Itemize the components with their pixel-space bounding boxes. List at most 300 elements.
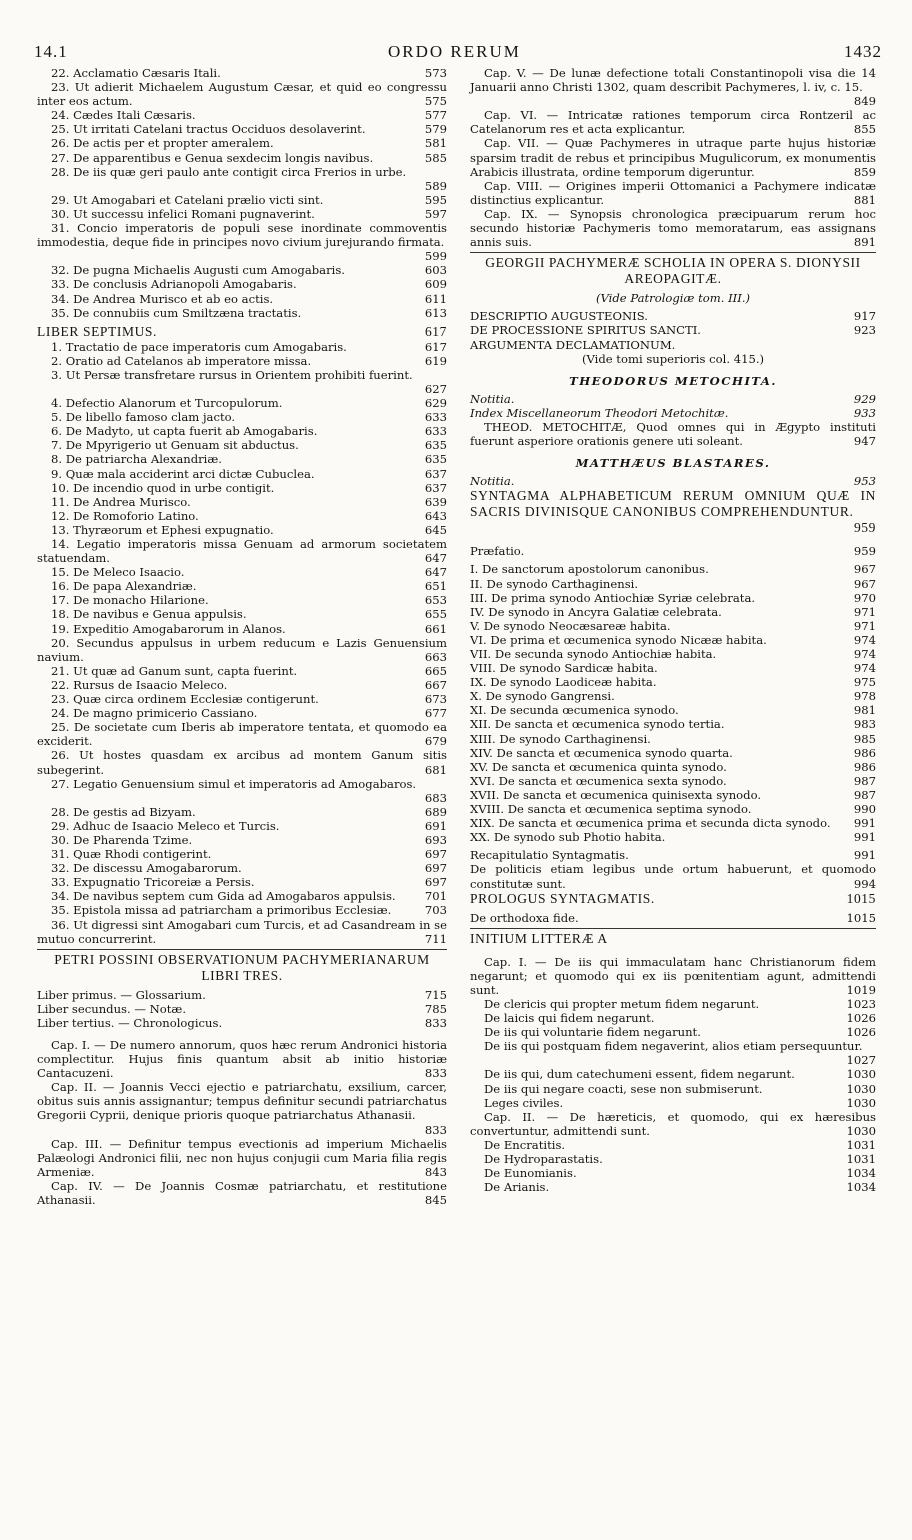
toc-page-number: 691 <box>424 818 447 833</box>
toc-entry-text: XII. De sancta et œcumenica synodo tertia. <box>470 717 725 732</box>
toc-entry <box>470 955 876 997</box>
toc-entry <box>470 1152 876 1166</box>
toc-entry-text: 10. De incendio quod in urbe contigit. <box>51 480 275 495</box>
toc-entry <box>470 1025 876 1039</box>
right-column-number: 1432 <box>844 42 882 61</box>
toc-page-number: 589 <box>424 178 447 193</box>
toc-page-number: 617 <box>424 339 447 354</box>
toc-entry <box>37 579 447 593</box>
toc-entry-text: Cap. VII. — Quæ Pachymeres in utraque parte hujus historiæ sparsim tradit de rebus et principibus Mugulicorum, ex monumentis Arabicis illustrata, ordine temporum digeruntur. <box>470 136 876 179</box>
toc-entry <box>37 165 447 193</box>
toc-page-number: 689 <box>424 804 447 819</box>
toc-entry-text: 20. Secundus appulsus in urbem reducum e Lazis Genuensium navium. <box>37 635 447 664</box>
toc-page-number: 1027 <box>846 1053 876 1068</box>
prologus-heading: 1015 PROLOGUS SYNTAGMATIS. <box>470 890 876 906</box>
toc-entry <box>37 692 447 706</box>
toc-page-number: 667 <box>424 677 447 692</box>
toc-entry-text: Cap. VIII. — Origines imperii Ottomanici a Pachymere indicatæ distinctius explicantur. <box>470 178 876 207</box>
toc-page-number: 609 <box>424 277 447 292</box>
toc-entry-text: 19. Expeditio Amogabarorum in Alanos. <box>51 621 286 636</box>
toc-entry <box>37 410 447 424</box>
toc-entry-text: XX. De synodo sub Photio habita. <box>470 830 666 845</box>
toc-entry <box>470 689 876 703</box>
toc-entry <box>470 1110 876 1138</box>
toc-page-number: 974 <box>853 661 876 676</box>
toc-page-number: 845 <box>424 1193 447 1208</box>
toc-entry-text: XI. De secunda œcumenica synodo. <box>470 703 679 718</box>
toc-page-number: 681 <box>424 762 447 777</box>
toc-page-number: 971 <box>853 604 876 619</box>
toc-entry <box>37 833 447 847</box>
toc-page-number: 647 <box>424 565 447 580</box>
toc-entry-text: 27. De apparentibus e Genua sexdecim longis navibus. <box>51 150 374 165</box>
theod-metochitae: THEOD. METOCHITÆ, Quod omnes qui in Ægypto instituti fuerunt asperiore orationis genere uti soleant. 947 <box>470 419 876 449</box>
toc-page-number: 639 <box>424 494 447 509</box>
toc-entry <box>37 988 447 1002</box>
toc-entry-text: ARGUMENTA DECLAMATIONUM. <box>470 337 676 352</box>
toc-page-number: 991 <box>853 816 876 831</box>
toc-entry-text: 2. Oratio ad Catelanos ab imperatore missa. <box>51 353 312 368</box>
toc-page-number: 891 <box>853 235 876 250</box>
toc-page-number: 917 <box>853 309 876 324</box>
toc-entry <box>470 1166 876 1180</box>
toc-page-number: 637 <box>424 466 447 481</box>
toc-entry-text: 3. Ut Persæ transfretare rursus in Orientem prohibiti fuerint. <box>51 367 413 382</box>
toc-entry-text: 31. Concio imperatoris de populi sese inordinate commoventis immodestia, deque fide in principes novo civium jurejurando firmata. <box>37 221 447 250</box>
toc-entry <box>37 277 447 291</box>
toc-entry-text: 25. Ut irritati Catelani tractus Occiduos desolaverint. <box>51 122 366 137</box>
toc-page-number: 985 <box>853 731 876 746</box>
toc-page-number: 665 <box>424 663 447 678</box>
toc-page-number: 661 <box>424 621 447 636</box>
toc-entry-text: De iis qui postquam fidem negaverint, alios etiam persequuntur. <box>484 1039 863 1054</box>
liber-sextus-continued <box>37 66 447 320</box>
toc-entry-text: 1. Tractatio de pace imperatoris cum Amogabaris. <box>51 339 347 354</box>
page-header <box>0 42 912 62</box>
toc-entry-text: 18. De navibus e Genua appulsis. <box>51 607 247 622</box>
toc-entry-text: Cap. IV. — De Joannis Cosmæ patriarchatu, et restitutione Athanasii. <box>37 1178 447 1208</box>
toc-entry <box>37 151 447 165</box>
toc-entry <box>37 537 447 565</box>
toc-entry-text: Cap. I. — De numero annorum, quos hæc rerum Andronici historia complectitur. Hujus finis quantum absit ab initio historiæ Cantacuzeni. <box>37 1038 447 1081</box>
descriptio-list <box>470 309 876 351</box>
toc-entry-text: 22. Rursus de Isaacio Meleco. <box>51 677 228 692</box>
toc-entry-text: De iis qui voluntarie fidem negarunt. <box>484 1025 701 1040</box>
toc-entry-text: Liber primus. — Glossarium. <box>37 987 206 1002</box>
toc-page-number: 974 <box>853 632 876 647</box>
toc-entry <box>470 136 876 178</box>
toc-page-number: 653 <box>424 593 447 608</box>
toc-entry-text: 30. Ut successu infelici Romani pugnaverint. <box>51 206 315 221</box>
toc-entry-text: 8. De patriarcha Alexandriæ. <box>51 452 222 467</box>
toc-entry <box>470 66 876 108</box>
toc-entry <box>37 340 447 354</box>
toc-entry-text: 4. Defectio Alanorum et Turcopulorum. <box>51 396 283 411</box>
toc-entry-text: De iis qui, dum catechumeni essent, fidem negarunt. <box>484 1067 795 1082</box>
toc-page-number: 619 <box>424 353 447 368</box>
toc-page-number: 633 <box>424 410 447 425</box>
toc-page-number: 855 <box>853 122 876 137</box>
toc-entry <box>37 263 447 277</box>
metochita-heading: THEODORUS METOCHITA. <box>569 373 777 388</box>
toc-entry <box>470 1039 876 1067</box>
toc-entry-text: 34. De Andrea Murisco et ab eo actis. <box>51 291 274 306</box>
toc-page-number: 597 <box>424 206 447 221</box>
toc-entry <box>470 1011 876 1025</box>
toc-page-number: 833 <box>424 1015 447 1030</box>
toc-page-number: 971 <box>853 618 876 633</box>
toc-entry <box>470 1082 876 1096</box>
toc-entry-text: 32. De discessu Amogabarorum. <box>51 861 242 876</box>
toc-entry-text: 34. De navibus septem cum Gida ad Amogabaros appulsis. <box>51 889 396 904</box>
toc-entry-text: VIII. De synodo Sardicæ habita. <box>470 661 658 676</box>
toc-entry <box>37 495 447 509</box>
toc-entry-text: 5. De libello famoso clam jacto. <box>51 410 236 425</box>
toc-entry <box>470 760 876 774</box>
toc-page-number: 987 <box>853 773 876 788</box>
recapitulatio: 991 Recapitulatio Syntagmatis. <box>470 848 876 863</box>
toc-entry <box>37 805 447 819</box>
toc-page-number: 843 <box>424 1164 447 1179</box>
toc-page-number: 645 <box>424 522 447 537</box>
toc-entry <box>37 1080 447 1136</box>
toc-entry <box>37 748 447 776</box>
toc-entry-text: 28. De gestis ad Bizyam. <box>51 804 196 819</box>
toc-entry-text: XIV. De sancta et œcumenica synodo quarta. <box>470 745 733 760</box>
toc-entry <box>37 368 447 396</box>
toc-entry-text: 25. De societate cum Iberis ab imperatore tentata, et quomodo ea exciderit. <box>37 720 447 749</box>
toc-entry-text: 17. De monacho Hilarione. <box>51 593 209 608</box>
toc-entry-text: 12. De Romoforio Latino. <box>51 508 199 523</box>
de-orthodoxa-fide: 1015 De orthodoxa fide. <box>470 910 876 925</box>
toc-entry-text: XVIII. De sancta et œcumenica septima synodo. <box>470 802 752 817</box>
toc-page-number: 673 <box>424 692 447 707</box>
toc-entry <box>37 918 447 946</box>
toc-page-number: 603 <box>424 263 447 278</box>
toc-page-number: 987 <box>853 787 876 802</box>
initium-list <box>470 955 876 1195</box>
toc-entry <box>37 207 447 221</box>
liber-septimus-heading: 617 LIBER SEPTIMUS. <box>37 323 447 339</box>
toc-entry <box>37 122 447 136</box>
toc-page-number: 647 <box>424 551 447 566</box>
toc-page-number: 967 <box>853 576 876 591</box>
toc-entry-text: 35. Epistola missa ad patriarcham a primoribus Ecclesiæ. <box>51 903 392 918</box>
toc-page-number: 881 <box>853 192 876 207</box>
toc-entry-text: De laicis qui fidem negarunt. <box>484 1011 655 1026</box>
toc-entry <box>470 619 876 633</box>
toc-page-number: 1030 <box>846 1067 876 1082</box>
toc-page-number: 703 <box>424 903 447 918</box>
toc-page-number: 579 <box>424 122 447 137</box>
toc-entry <box>37 607 447 621</box>
toc-entry <box>37 678 447 692</box>
toc-entry-text: VI. De prima et œcumenica synodo Nicææ habita. <box>470 632 767 647</box>
toc-entry-text: 35. De connubiis cum Smiltzæna tractatis. <box>51 305 302 320</box>
toc-page-number: 697 <box>424 875 447 890</box>
de-politicis: De politicis etiam legibus unde ortum habuerunt, et quomodo constitutæ sunt. 994 <box>470 862 876 891</box>
toc-entry <box>37 593 447 607</box>
toc-entry <box>470 207 876 249</box>
toc-entry-text: 26. De actis per et propter ameralem. <box>51 136 274 151</box>
toc-page-number: 629 <box>424 396 447 411</box>
toc-entry <box>470 633 876 647</box>
toc-entry <box>37 1002 447 1016</box>
toc-entry <box>470 338 876 352</box>
praefatio: 959 Præfatio. <box>470 544 876 559</box>
toc-entry-text: Liber tertius. — Chronologicus. <box>37 1015 223 1030</box>
toc-entry <box>470 675 876 689</box>
toc-entry <box>37 66 447 80</box>
toc-entry <box>37 903 447 917</box>
toc-entry <box>470 732 876 746</box>
toc-entry <box>37 847 447 861</box>
toc-entry <box>470 309 876 323</box>
toc-entry-text: 15. De Meleco Isaacio. <box>51 565 185 580</box>
toc-entry <box>470 179 876 207</box>
toc-entry <box>470 562 876 576</box>
toc-entry-text: X. De synodo Gangrensi. <box>470 689 615 704</box>
toc-entry <box>37 636 447 664</box>
toc-page-number: 1031 <box>846 1152 876 1166</box>
toc-entry <box>37 292 447 306</box>
scholia-heading: GEORGII PACHYMERÆ SCHOLIA IN OPERA S. DIONYSII AREOPAGITÆ. <box>485 255 861 287</box>
toc-page-number: 785 <box>424 1001 447 1016</box>
toc-entry <box>37 861 447 875</box>
toc-entry-text: 29. Ut Amogabari et Catelani prælio victi sint. <box>51 192 324 207</box>
toc-page-number: 651 <box>424 579 447 594</box>
toc-entry <box>470 746 876 760</box>
toc-page-number: 974 <box>853 647 876 661</box>
toc-entry-text: 23. Quæ circa ordinem Ecclesiæ contigerunt. <box>51 692 319 707</box>
toc-page-number: 577 <box>424 108 447 123</box>
toc-page-number: 986 <box>853 759 876 774</box>
toc-entry-text: Cap. IX. — Synopsis chronologica præcipuarum rerum hoc secundo historiæ Pachymeris tomo memoratarum, eas assignans annis suis. <box>470 206 876 250</box>
toc-entry-text: 28. De iis quæ geri paulo ante contigit circa Frerios in urbe. <box>51 164 407 179</box>
toc-entry-text: 30. De Pharenda Tzime. <box>51 832 193 847</box>
toc-entry-text: 16. De papa Alexandriæ. <box>51 579 197 594</box>
right-column <box>470 66 876 1194</box>
toc-entry <box>37 509 447 523</box>
toc-page-number: 701 <box>424 889 447 904</box>
toc-page-number: 1019 <box>846 982 876 997</box>
toc-entry-text: 21. Ut quæ ad Ganum sunt, capta fuerint. <box>51 663 298 678</box>
toc-entry <box>37 438 447 452</box>
toc-entry-text: 33. Expugnatio Tricoreiæ a Persis. <box>51 875 255 890</box>
vide-patrologiae: (Vide Patrologiæ tom. III.) <box>595 291 751 306</box>
possini-capita <box>37 1038 447 1207</box>
toc-page-number: 611 <box>424 291 447 306</box>
toc-entry <box>37 706 447 720</box>
toc-entry-text: 26. Ut hostes quasdam ex arcibus ad montem Ganum sitis subegerint. <box>37 748 447 777</box>
toc-page-number: 663 <box>424 649 447 664</box>
toc-entry-text: Cap. III. — Definitur tempus evectionis ad imperium Michaelis Palæologi Andronici filii, nec non hujus conjugii cum Maria filia regis Armeniæ. <box>37 1136 447 1179</box>
toc-entry-text: DE PROCESSIONE SPIRITUS SANCTI. <box>470 323 701 338</box>
toc-entry <box>37 452 447 466</box>
toc-entry-text: IX. De synodo Laodiceæ habita. <box>470 675 657 690</box>
toc-entry <box>470 788 876 802</box>
toc-entry-text: 24. De magno primicerio Cassiano. <box>51 706 258 721</box>
toc-entry <box>470 591 876 605</box>
toc-entry <box>37 875 447 889</box>
toc-entry-text: 29. Adhuc de Isaacio Meleco et Turcis. <box>51 818 280 833</box>
toc-page-number: 711 <box>424 931 447 946</box>
toc-page-number: 1034 <box>846 1180 876 1195</box>
toc-entry <box>37 108 447 122</box>
toc-entry-text: 14. Legatio imperatoris missa Genuam ad armorum societatem statuendam. <box>37 537 447 566</box>
toc-entry <box>470 1180 876 1194</box>
toc-entry-text: 31. Quæ Rhodi contigerint. <box>51 847 212 862</box>
toc-entry <box>37 396 447 410</box>
toc-page-number: 697 <box>424 861 447 876</box>
toc-page-number: 581 <box>424 136 447 151</box>
toc-entry <box>470 717 876 731</box>
toc-entry <box>37 720 447 748</box>
toc-entry <box>37 1038 447 1080</box>
toc-entry <box>37 193 447 207</box>
toc-entry <box>37 1137 447 1179</box>
toc-entry-text: 36. Ut digressi sint Amogabari cum Turcis, et ad Casandream in se mutuo concurrerint. <box>37 917 447 946</box>
toc-entry-text: XV. De sancta et œcumenica quinta synodo. <box>470 759 727 774</box>
toc-entry <box>470 577 876 591</box>
toc-page-number: 693 <box>424 832 447 847</box>
toc-page-number: 991 <box>853 830 876 845</box>
toc-entry <box>37 819 447 833</box>
toc-entry <box>470 802 876 816</box>
toc-page-number: 983 <box>853 717 876 732</box>
toc-entry-text: 6. De Madyto, ut capta fuerit ab Amogabaris. <box>51 424 318 439</box>
initium-heading: INITIUM LITTERÆ A <box>470 930 608 946</box>
toc-entry-text: De Eunomianis. <box>484 1166 577 1181</box>
toc-entry <box>470 703 876 717</box>
toc-page-number: 986 <box>853 745 876 760</box>
toc-page-number: 1031 <box>846 1137 876 1152</box>
toc-entry-text: V. De synodo Neocæsareæ habita. <box>470 618 671 633</box>
toc-page-number: 923 <box>853 323 876 338</box>
toc-entry <box>37 1179 447 1207</box>
toc-page-number: 613 <box>424 305 447 320</box>
toc-entry-text: Cap. V. — De lunæ defectione totali Constantinopoli visa die 14 Januarii anno Christi 1302, quam describit Pachymeres, l. iv, c. 15. <box>470 66 876 95</box>
toc-page-number: 599 <box>424 249 447 264</box>
toc-page-number: 981 <box>853 703 876 718</box>
notitia-metochita: 929 Notitia. <box>470 391 876 406</box>
chronologicus-capita <box>470 66 876 249</box>
toc-entry <box>470 661 876 675</box>
toc-entry-text: XIII. De synodo Carthaginensi. <box>470 731 651 746</box>
toc-page-number: 1030 <box>846 1081 876 1096</box>
toc-page-number: 975 <box>853 675 876 690</box>
toc-entry-text: DESCRIPTIO AUGUSTEONIS. <box>470 309 648 324</box>
toc-page-number: 627 <box>424 381 447 396</box>
notitia-blastares: 953 Notitia. <box>470 474 876 489</box>
toc-page-number: 859 <box>853 164 876 179</box>
toc-entry-text: De Arianis. <box>484 1180 550 1195</box>
toc-entry <box>37 354 447 368</box>
toc-entry <box>37 889 447 903</box>
toc-entry <box>470 1067 876 1081</box>
toc-entry-text: Cap. II. — Joannis Vecci ejectio e patriarchatu, exsilium, carcer, obitus suis annis assignantur; tempus definitur secundi patriarchatus Gregorii Cyprii, denique prioris quoque patriarchatus Athanasii. <box>37 1080 447 1123</box>
toc-entry-text: Leges civiles. <box>484 1095 564 1110</box>
toc-page-number: 683 <box>424 790 447 805</box>
toc-entry <box>37 136 447 150</box>
toc-page-number: 1023 <box>846 996 876 1011</box>
toc-entry-text: IV. De synodo in Ancyra Galatiæ celebrata. <box>470 604 722 619</box>
toc-page-number: 990 <box>853 802 876 817</box>
toc-entry-text: De Encratitis. <box>484 1137 566 1152</box>
possini-libri <box>37 988 447 1030</box>
toc-entry <box>470 997 876 1011</box>
toc-entry-text: Liber secundus. — Notæ. <box>37 1001 187 1016</box>
toc-entry <box>470 830 876 844</box>
toc-entry-text: Cap. VI. — Intricatæ rationes temporum circa Rontzeril ac Catelanorum res et acta explicantur. <box>470 108 876 137</box>
toc-page-number: 1030 <box>846 1123 876 1138</box>
toc-entry-text: 33. De conclusis Adrianopoli Amogabaris. <box>51 277 297 292</box>
toc-entry <box>37 777 447 805</box>
toc-page-number: 585 <box>424 150 447 165</box>
toc-page-number: 679 <box>424 734 447 749</box>
toc-entry-text: 32. De pugna Michaelis Augusti cum Amogabaris. <box>51 263 345 278</box>
toc-entry <box>37 221 447 263</box>
vide-tomi: (Vide tomi superioris col. 415.) <box>581 351 765 366</box>
toc-entry <box>470 108 876 136</box>
toc-entry <box>470 605 876 619</box>
toc-entry <box>37 481 447 495</box>
toc-entry <box>37 80 447 108</box>
toc-entry-text: 11. De Andrea Murisco. <box>51 494 191 509</box>
toc-entry-text: De clericis qui propter metum fidem negarunt. <box>484 996 760 1011</box>
toc-entry <box>470 1096 876 1110</box>
toc-entry-text: De Hydroparastatis. <box>484 1152 603 1166</box>
toc-page-number: 967 <box>853 562 876 577</box>
toc-entry <box>37 664 447 678</box>
toc-page-number: 833 <box>424 1066 447 1081</box>
toc-page-number: 655 <box>424 607 447 622</box>
toc-entry <box>470 816 876 830</box>
toc-entry-text: XIX. De sancta et œcumenica prima et secunda dicta synodo. <box>470 816 831 831</box>
toc-page-number: 573 <box>424 66 447 80</box>
left-column <box>37 66 447 1207</box>
syntagma-heading: SYNTAGMA ALPHABETICUM RERUM OMNIUM QUÆ IN SACRIS DIVINISQUE CANONIBUS COMPREHENDUNTUR. 959 <box>470 488 876 536</box>
toc-page-number: 575 <box>424 94 447 109</box>
synodi-list <box>470 562 876 844</box>
toc-entry-text: I. De sanctorum apostolorum canonibus. <box>470 562 709 577</box>
toc-entry-text: 22. Acclamatio Cæsaris Itali. <box>51 66 221 80</box>
toc-entry-text: 13. Thyræorum et Ephesi expugnatio. <box>51 522 274 537</box>
toc-page-number: 1034 <box>846 1166 876 1181</box>
toc-page-number: 697 <box>424 847 447 862</box>
toc-entry-text: 27. Legatio Genuensium simul et imperatoris ad Amogabaros. <box>51 776 417 791</box>
running-title: ORDO RERUM <box>388 42 521 61</box>
toc-page-number: 833 <box>424 1122 447 1137</box>
left-column-number: 14.1 <box>34 42 68 61</box>
toc-entry-text: 9. Quæ mala acciderint arci dictæ Cubuclea. <box>51 466 315 481</box>
toc-entry <box>37 424 447 438</box>
toc-page-number: 849 <box>853 94 876 109</box>
toc-entry-text: Cap. II. — De hæreticis, et quomodo, qui ex hæresibus convertuntur, admittendi sunt. <box>470 1109 876 1138</box>
toc-entry-text: III. De prima synodo Antiochiæ Syriæ celebrata. <box>470 590 756 605</box>
toc-page-number: 1030 <box>846 1095 876 1110</box>
toc-entry-text: 24. Cædes Itali Cæsaris. <box>51 108 196 123</box>
toc-page-number: 677 <box>424 706 447 721</box>
toc-page-number: 635 <box>424 452 447 467</box>
toc-entry <box>37 622 447 636</box>
toc-page-number: 633 <box>424 424 447 439</box>
toc-entry-text: XVII. De sancta et œcumenica quinisexta synodo. <box>470 787 762 802</box>
liber-septimus-list <box>37 340 447 946</box>
toc-page-number: 1026 <box>846 1011 876 1026</box>
toc-entry <box>470 323 876 337</box>
toc-entry-text: VII. De secunda synodo Antiochiæ habita. <box>470 647 717 661</box>
